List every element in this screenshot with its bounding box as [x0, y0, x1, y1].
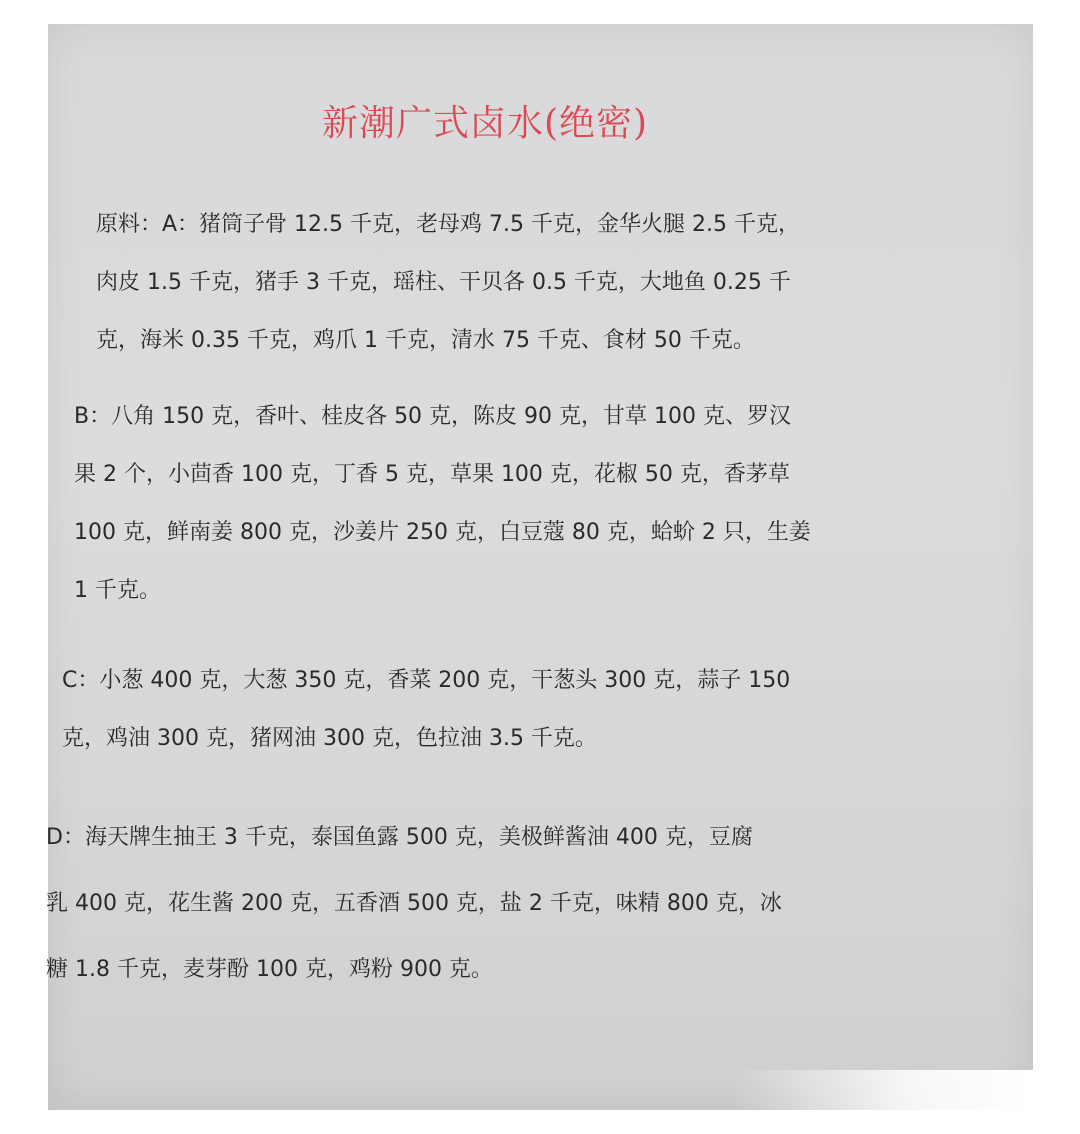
section-b-line: 100 克，鲜南姜 800 克，沙姜片 250 克，白豆蔻 80 克，蛤蚧 2 只，生姜: [74, 520, 811, 545]
section-b-line: B：八角 150 克，香叶、桂皮各 50 克，陈皮 90 克，甘草 100 克、罗汉: [74, 404, 792, 429]
section-d: [46, 805, 782, 1003]
section-a-line: 肉皮 1.5 千克，猪手 3 千克，瑶柱、干贝各 0.5 千克，大地鱼 0.25 千: [96, 270, 791, 295]
section-c-line: C：小葱 400 克，大葱 350 克，香菜 200 克，干葱头 300 克，蒜子 150: [62, 668, 791, 693]
section-b-line: 果 2 个，小茴香 100 克，丁香 5 克，草果 100 克，花椒 50 克，香茅草: [74, 462, 790, 487]
section-c-line: 克，鸡油 300 克，猪网油 300 克，色拉油 3.5 千克。: [62, 726, 597, 751]
section-b: [74, 388, 811, 620]
section-a: [96, 196, 800, 370]
section-d-line: D：海天牌生抽王 3 千克，泰国鱼露 500 克，美极鲜酱油 400 克，豆腐: [46, 825, 753, 850]
section-a-line: 克，海米 0.35 千克，鸡爪 1 千克，清水 75 千克、食材 50 千克。: [96, 328, 755, 353]
document-title: 新潮广式卤水(绝密): [321, 103, 649, 144]
section-d-line: 乳 400 克，花生酱 200 克，五香酒 500 克，盐 2 千克，味精 800 克，冰: [46, 891, 782, 916]
photo-corner-fade: [733, 1070, 1033, 1110]
section-c: [62, 652, 790, 768]
section-d-line: 糖 1.8 千克，麦芽酚 100 克，鸡粉 900 克。: [46, 957, 493, 982]
section-b-line: 1 千克。: [74, 578, 161, 603]
section-a-line: 原料：A：猪筒子骨 12.5 千克，老母鸡 7.5 千克，金华火腿 2.5 千克，: [96, 212, 800, 237]
